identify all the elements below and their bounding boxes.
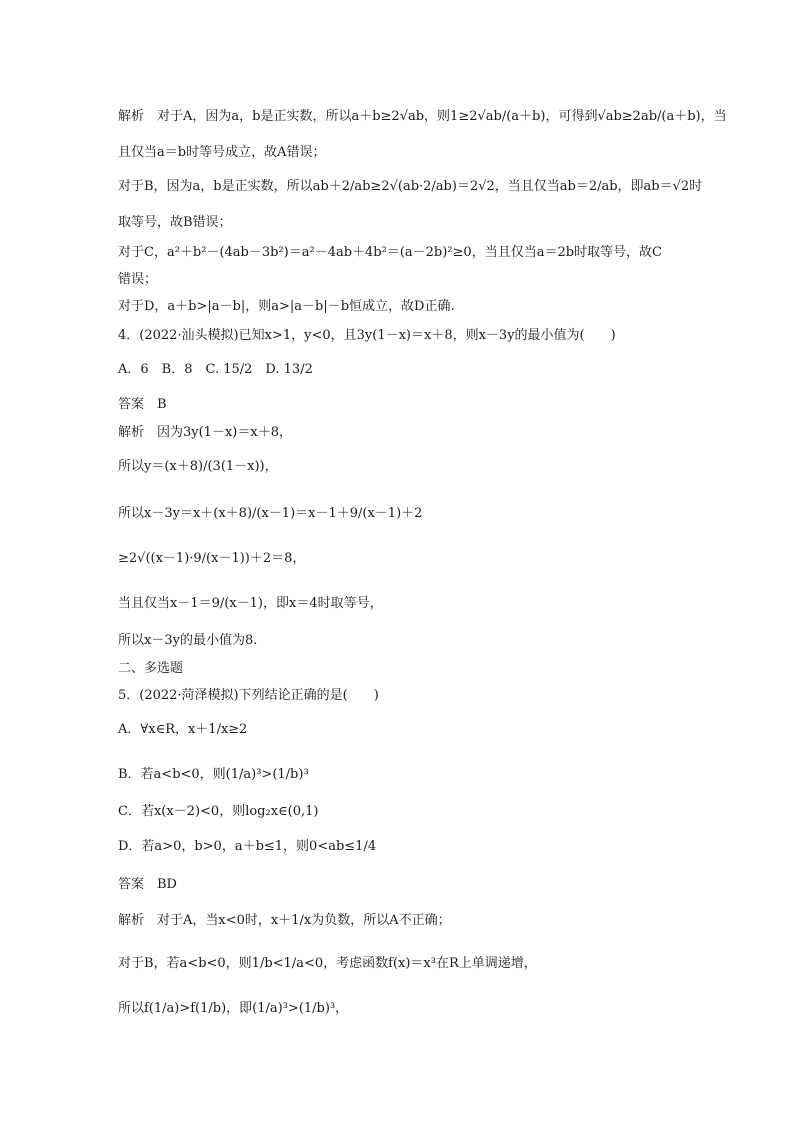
question-5-option-a: A．∀x∈R，x＋1/x≥2 — [118, 722, 248, 737]
question-4-step-2: 所以x－3y＝x＋(x＋8)/(x－1)＝x－1＋9/(x－1)＋2 — [118, 506, 423, 521]
solution-3-option-b: 对于B，因为a，b是正实数，所以ab＋2/ab≥2√(ab·2/ab)＝2√2，当且仅当ab＝2/ab，即ab＝√2时 — [118, 179, 703, 194]
question-4-conclusion: 所以x－3y的最小值为8. — [118, 633, 258, 648]
question-5-analysis-a: 解析 对于A，当x<0时，x＋1/x为负数，所以A不正确； — [118, 913, 451, 928]
solution-3-option-c: 对于C，a²＋b²－(4ab－3b²)＝a²－4ab＋4b²＝(a－2b)²≥0，当且仅当a＝2b时取等号，故C — [118, 245, 662, 260]
question-5-option-c: C．若x(x－2)<0，则log₂x∈(0,1) — [118, 804, 319, 819]
question-5-option-b: B．若a<b<0，则(1/a)³>(1/b)³ — [118, 767, 309, 782]
section-heading-multi-choice: 二、多选题 — [118, 661, 184, 676]
question-4-step-1: 所以y＝(x＋8)/(3(1－x))， — [118, 459, 278, 474]
question-5-option-d: D．若a>0，b>0，a＋b≤1，则0<ab≤1/4 — [118, 839, 377, 854]
question-4-answer: 答案 B — [118, 397, 167, 412]
question-5-stem: 5．(2022·菏泽模拟)下列结论正确的是( ) — [118, 688, 379, 703]
solution-3-option-a: 解析 对于A，因为a，b是正实数，所以a＋b≥2√ab，则1≥2√ab/(a＋b)，可得到√ab≥2ab/(a＋b)，当 — [118, 109, 727, 124]
question-4-analysis: 解析 因为3y(1－x)＝x＋8， — [118, 425, 292, 440]
solution-3-option-b-cont: 取等号，故B错误； — [118, 215, 232, 230]
solution-3-option-a-cont: 且仅当a＝b时等号成立，故A错误； — [118, 145, 326, 160]
question-4-options: A．6 B．8 C. 15/2 D. 13/2 — [118, 362, 313, 377]
question-4-stem: 4．(2022·汕头模拟)已知x>1，y<0，且3y(1－x)＝x＋8，则x－3y的最小值为( ) — [118, 328, 616, 343]
question-4-step-4: 当且仅当x－1＝9/(x－1)，即x＝4时取等号， — [118, 596, 383, 611]
solution-3-option-c-cont: 错误； — [118, 272, 158, 287]
question-5-answer: 答案 BD — [118, 877, 177, 892]
solution-3-option-d: 对于D，a＋b>|a－b|，则a>|a－b|－b恒成立，故D正确. — [118, 299, 455, 314]
question-5-analysis-b-cont: 所以f(1/a)>f(1/b)，即(1/a)³>(1/b)³， — [118, 1001, 349, 1016]
question-4-step-3: ≥2√((x－1)·9/(x－1))＋2＝8， — [118, 551, 306, 566]
question-5-analysis-b: 对于B，若a<b<0，则1/b<1/a<0，考虑函数f(x)＝x³在R上单调递增， — [118, 956, 537, 971]
